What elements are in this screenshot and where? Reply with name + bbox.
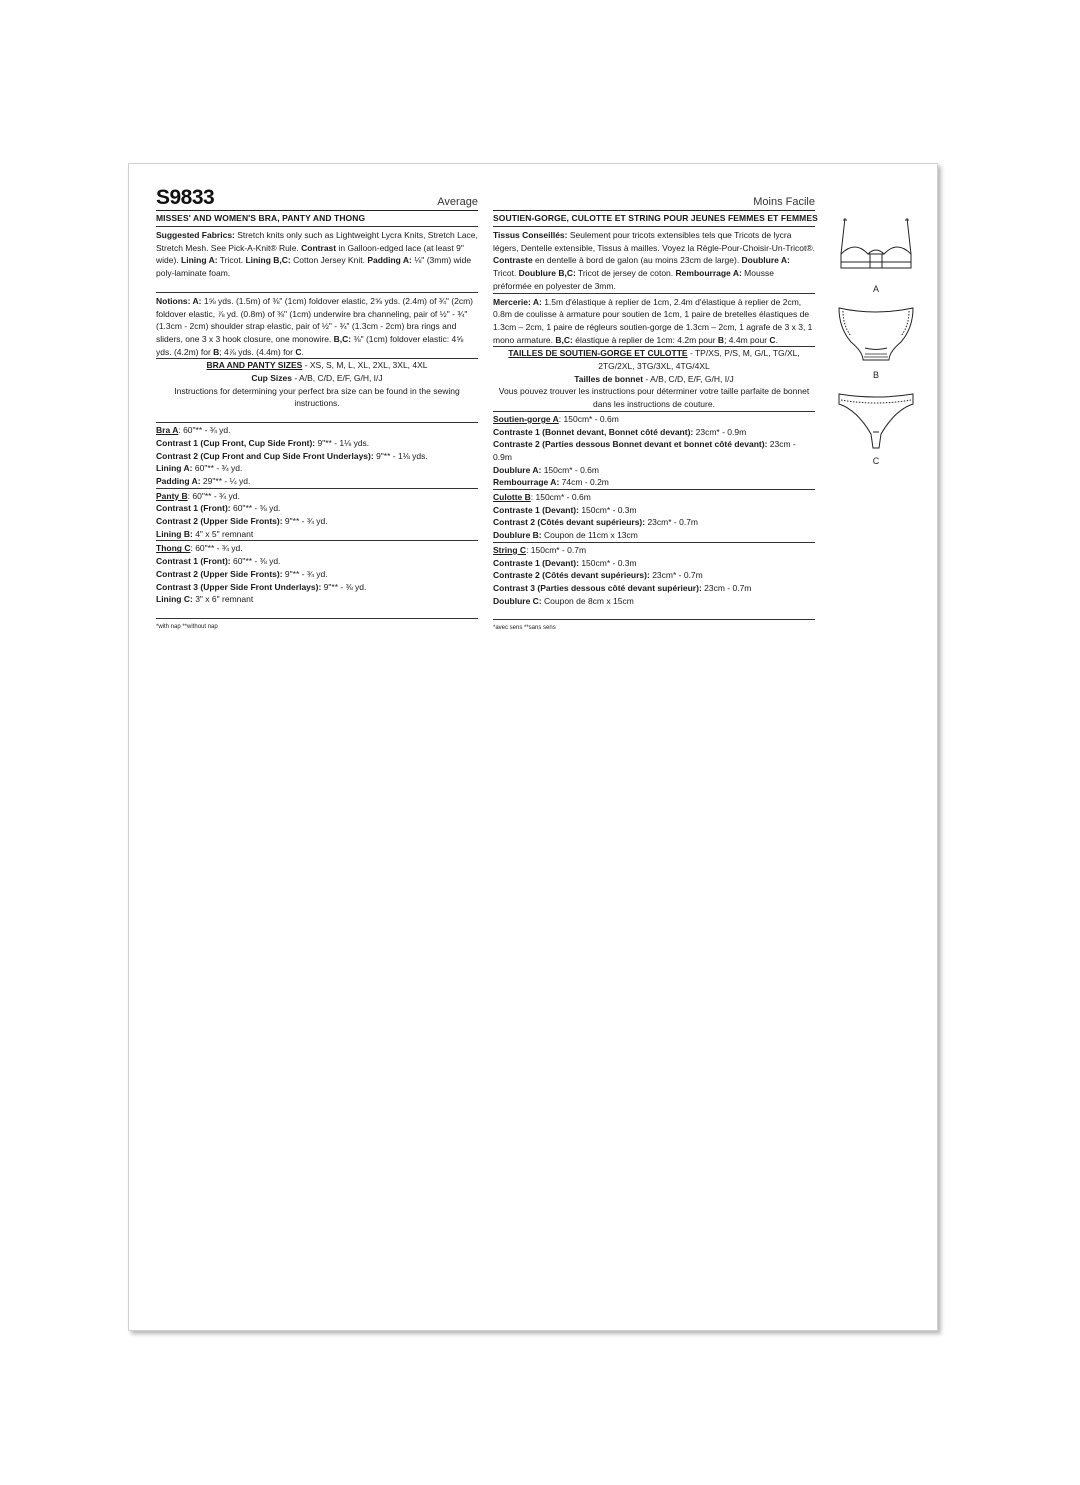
yardage-row bbox=[156, 475, 478, 488]
yardage-label: Contrast 2 (Upper Side Fronts): bbox=[156, 516, 283, 527]
cup-heading: Cup Sizes bbox=[251, 373, 292, 384]
yardage-row bbox=[156, 528, 478, 541]
yardage-value: 9"** - 1⅛ yds. bbox=[315, 437, 370, 448]
label-a: A bbox=[872, 284, 879, 294]
yardage-value: 23cm - 0.9m bbox=[493, 439, 796, 462]
body-en bbox=[156, 226, 478, 634]
yardage-value: Coupon de 11cm x 13cm bbox=[541, 530, 638, 541]
yardage-row bbox=[156, 555, 478, 568]
term-text: Stretch knits only such as Lightweight Lycra Knits, Stretch Lace, Stretch Mesh. See Pick-A-Knit® Rule. bbox=[156, 230, 478, 253]
yardage-label: Contraste 1 (Bonnet devant, Bonnet côté devant): bbox=[493, 426, 694, 437]
yardage-value: 23cm* - 0.7m bbox=[649, 570, 703, 581]
sizes-values: - TP/XS, P/S, M, G/L, TG/XL, 2TG/2XL, 3TG/3XL, 4TG/4XL bbox=[598, 348, 800, 372]
yardage-value: : 60"** - ¾ yd. bbox=[178, 425, 231, 436]
title-fr: SOUTIEN-GORGE, CULOTTE ET STRING POUR JEUNES FEMMES ET FEMMES bbox=[493, 213, 818, 223]
term-text: . bbox=[775, 334, 778, 345]
label-b: B bbox=[872, 370, 879, 380]
yardage-panty-en bbox=[156, 490, 478, 541]
yardage-row bbox=[156, 462, 478, 475]
yardage-value: 4" x 5" remnant bbox=[192, 528, 254, 539]
divider bbox=[493, 489, 815, 490]
yardage-label: Contrast 1 (Cup Front, Cup Side Front): bbox=[156, 437, 316, 448]
yardage-row bbox=[156, 490, 478, 503]
yardage-label: Padding A: bbox=[156, 475, 201, 486]
yardage-value: 23cm* - 0.9m bbox=[693, 426, 747, 437]
yardage-value: 150cm* - 0.3m bbox=[578, 504, 637, 515]
yardage-value: : 150cm* - 0.7m bbox=[526, 544, 587, 555]
yardage-value: 74cm - 0.2m bbox=[559, 477, 609, 488]
yardage-row bbox=[493, 595, 815, 608]
term-text: en dentelle à bord de galon (au moins 23cm de large). bbox=[532, 255, 742, 266]
divider bbox=[156, 292, 478, 293]
yardage-row bbox=[156, 424, 478, 437]
yardage-row bbox=[493, 529, 815, 542]
term-text: 1⅝ yds. (1.5m) of ⅜" (1cm) foldover elastic, 2⅝ yds. (2.4m) of ¾" (2cm) foldover elastic, ⅞ yd. (0.8m) of ⅜" (1cm) underwire bra channeling, pair of ½" - ¾" (1.3cm - 2cm) shoulder strap elastic, pair of ½" - ¾" (1.3cm - 2cm) bra rings and sliders, one 3 x 3 hook closure, one monowire. bbox=[156, 295, 473, 344]
yardage-value: Coupon de 8cm x 15cm bbox=[541, 595, 634, 606]
label-c: C bbox=[872, 456, 880, 466]
sizes-heading: TAILLES DE SOUTIEN-GORGE ET CULOTTE bbox=[508, 348, 688, 359]
term-text: ; 4⅞ yds. (4.4m) for bbox=[219, 346, 296, 357]
size-note: Instructions for determining your perfect bra size can be found in the sewing instructions. bbox=[174, 385, 460, 409]
term-text: ; 4.4m pour bbox=[724, 334, 770, 345]
bold-term: Rembourrage A: bbox=[675, 268, 742, 279]
yardage-label: Lining A: bbox=[156, 463, 193, 474]
bold-term: Lining A: bbox=[181, 255, 218, 266]
yardage-value: 29"** - ¼ yd. bbox=[200, 475, 251, 486]
term-text: ⅜" (1cm) foldover elastic: 4⅝ yds. (4.2m) for bbox=[156, 333, 464, 357]
fabrics-fr bbox=[493, 229, 815, 293]
yardage-row bbox=[493, 582, 815, 595]
yardage-row bbox=[493, 557, 815, 570]
bold-term: Contraste bbox=[493, 255, 533, 266]
bold-term: C bbox=[295, 346, 302, 357]
yardage-row bbox=[493, 413, 815, 426]
yardage-value: 9"** - ¾ yd. bbox=[282, 516, 328, 527]
difficulty-fr: Moins Facile bbox=[753, 196, 815, 208]
yardage-value: : 60"** - ¾ yd. bbox=[190, 543, 243, 554]
yardage-label: Contraste 1 (Devant): bbox=[493, 504, 579, 515]
body-fr bbox=[493, 226, 815, 635]
divider bbox=[156, 618, 478, 619]
divider bbox=[156, 226, 478, 227]
yardage-label: Doublure C: bbox=[493, 595, 542, 606]
yardage-row bbox=[156, 581, 478, 594]
yardage-value: 3" x 6" remnant bbox=[192, 594, 254, 605]
difficulty-en: Average bbox=[437, 196, 478, 208]
yardage-value: 60"** - ⅜ yd. bbox=[230, 556, 281, 567]
sizes-fr bbox=[493, 347, 815, 411]
notions-en bbox=[156, 295, 478, 359]
yardage-label: Contrast 2 (Cup Front and Cup Side Front Underlays): bbox=[156, 450, 374, 461]
divider bbox=[493, 210, 815, 211]
bold-term: B,C: bbox=[333, 333, 352, 344]
yardage-label: Contraste 1 (Devant): bbox=[493, 557, 579, 568]
yardage-row bbox=[493, 426, 815, 439]
yardage-value: : 60"** - ¾ yd. bbox=[187, 490, 240, 501]
yardage-row bbox=[156, 568, 478, 581]
yardage-label: Lining B: bbox=[156, 528, 193, 539]
footnote-fr: *avec sens **sans sens bbox=[493, 625, 556, 632]
yardage-panty-fr bbox=[493, 491, 815, 542]
pattern-envelope-back bbox=[128, 163, 938, 1331]
bold-term: B bbox=[717, 334, 725, 345]
yardage-row bbox=[156, 437, 478, 450]
yardage-row bbox=[156, 450, 478, 463]
term-text: . bbox=[301, 346, 304, 357]
yardage-label: Thong C bbox=[156, 543, 191, 554]
yardage-row bbox=[156, 502, 478, 515]
yardage-label: Bra A bbox=[156, 425, 179, 436]
cup-heading: Tailles de bonnet bbox=[574, 373, 644, 384]
yardage-label: Contrast 3 (Parties dessous côté devant supérieur): bbox=[493, 582, 702, 593]
bold-term: B,C: bbox=[555, 334, 573, 345]
yardage-value: 60"** - ⅜ yd. bbox=[230, 503, 281, 514]
yardage-value: : 150cm* - 0.6m bbox=[530, 492, 591, 503]
footnote-en: *with nap **without nap bbox=[156, 623, 218, 630]
divider bbox=[156, 422, 478, 423]
bold-term: Tissus Conseillés: bbox=[493, 230, 568, 240]
bold-term: Suggested Fabrics: bbox=[156, 230, 235, 240]
garment-illustrations bbox=[835, 216, 917, 466]
yardage-label: Contraste 2 (Parties dessous Bonnet devant et bonnet côté devant): bbox=[493, 439, 768, 450]
yardage-label: Soutien-gorge A bbox=[493, 413, 559, 424]
bra-icon bbox=[835, 216, 917, 278]
bold-term: Padding A: bbox=[367, 255, 412, 266]
yardage-row bbox=[493, 491, 815, 504]
yardage-label: Doublure B: bbox=[493, 530, 542, 541]
yardage-row bbox=[156, 593, 478, 606]
yardage-value: 23cm - 0.7m bbox=[701, 582, 752, 593]
bold-term: Doublure B,C: bbox=[518, 268, 576, 279]
yardage-label: Doublure A: bbox=[493, 464, 542, 475]
yardage-label: Culotte B bbox=[493, 492, 531, 503]
yardage-row bbox=[493, 476, 815, 489]
yardage-row bbox=[493, 438, 815, 463]
term-text: Tricot de jersey de coton. bbox=[575, 268, 676, 279]
yardage-label: Contrast 3 (Upper Side Front Underlays): bbox=[156, 581, 322, 592]
divider bbox=[493, 226, 815, 227]
yardage-label: Contrast 1 (Front): bbox=[156, 503, 231, 514]
divider bbox=[156, 540, 478, 541]
sizes-values: - XS, S, M, L, XL, 2XL, 3XL, 4XL bbox=[302, 360, 428, 371]
divider bbox=[156, 210, 478, 211]
cup-values: - A/B, C/D, E/F, G/H, I/J bbox=[643, 373, 734, 384]
term-text: Tricot. bbox=[217, 255, 246, 266]
yardage-row bbox=[493, 569, 815, 582]
term-text: Cotton Jersey Knit. bbox=[290, 255, 368, 266]
yardage-value: 9"** - ⅜ yd. bbox=[321, 581, 367, 592]
yardage-row bbox=[493, 544, 815, 557]
pattern-number: S9833 bbox=[156, 186, 215, 209]
yardage-row bbox=[156, 515, 478, 528]
bold-term: C bbox=[769, 334, 776, 345]
divider bbox=[156, 488, 478, 489]
divider bbox=[493, 542, 815, 543]
yardage-label: Contraste 2 (Côtés devant supérieurs): bbox=[493, 570, 650, 581]
yardage-label: Contrast 2 (Côtés devant supérieurs): bbox=[493, 517, 646, 528]
yardage-label: Lining C: bbox=[156, 594, 193, 605]
yardage-bra-fr bbox=[493, 413, 815, 489]
yardage-label: Panty B bbox=[156, 490, 188, 501]
term-text: ⅛" (3mm) wide poly-laminate foam. bbox=[156, 255, 472, 279]
yardage-bra-en bbox=[156, 424, 478, 488]
panty-icon bbox=[835, 302, 917, 364]
yardage-label: Contrast 2 (Upper Side Fronts): bbox=[156, 568, 283, 579]
yardage-row bbox=[493, 504, 815, 517]
bold-term: B bbox=[213, 346, 220, 357]
term-text: in Galloon-edged lace (at least 9" wide). bbox=[156, 242, 464, 266]
yardage-row bbox=[493, 464, 815, 477]
divider bbox=[493, 293, 815, 294]
fabrics-en bbox=[156, 229, 478, 280]
bold-term: Contrast bbox=[301, 242, 337, 253]
yardage-row bbox=[493, 516, 815, 529]
yardage-thong-en bbox=[156, 542, 478, 606]
title-en: MISSES' AND WOMEN'S BRA, PANTY AND THONG bbox=[156, 213, 366, 223]
yardage-label: String C bbox=[493, 544, 527, 555]
term-text: Seulement pour tricots extensibles tels que Tricots de lycra légers, Dentelle extensible, Tissus à mailles. Voyez la Règle-Pour-Choisir-Un-Tricot®. bbox=[493, 230, 815, 253]
term-text: Mousse préformée en polyester de 3mm. bbox=[493, 268, 774, 291]
bold-term: Lining B,C: bbox=[245, 255, 291, 266]
divider bbox=[493, 411, 815, 412]
yardage-value: 9"** - ¾ yd. bbox=[282, 568, 328, 579]
yardage-value: 150cm* - 0.3m bbox=[578, 557, 637, 568]
notions-fr bbox=[493, 296, 815, 347]
sizes-en bbox=[156, 359, 478, 410]
yardage-value: 23cm* - 0.7m bbox=[645, 517, 698, 528]
bold-term: Mercerie: A: bbox=[493, 296, 542, 307]
yardage-value: 150cm* - 0.6m bbox=[541, 464, 599, 475]
term-text: Tricot. bbox=[493, 268, 519, 279]
yardage-label: Rembourrage A: bbox=[493, 477, 560, 488]
sizes-heading: BRA AND PANTY SIZES bbox=[206, 360, 303, 371]
size-note: Vous pouvez trouver les instructions pour déterminer votre taille parfaite de bonnet dans les instructions de couture. bbox=[498, 386, 810, 410]
term-text: élastique à replier de 1cm: 4.2m pour bbox=[572, 334, 718, 345]
yardage-value: 9"** - 1⅛ yds. bbox=[373, 450, 428, 461]
term-text: 1.5m d'élastique à replier de 1cm, 2.4m d'élastique à replier de 2cm, 0.8m de coulisse à armature pour soutien de 1cm, 1 paire de bretelles élastiques de 1.3cm – 2cm, 1 paire de régleurs soutien-gorge de 1.3cm – 2cm, 1 agrafe de 3 x 3, 1 mono armature. bbox=[493, 296, 813, 345]
thong-icon bbox=[835, 388, 917, 450]
yardage-value: : 150cm* - 0.6m bbox=[558, 413, 619, 424]
divider bbox=[493, 619, 815, 620]
yardage-row bbox=[156, 542, 478, 555]
bold-term: Doublure A: bbox=[741, 255, 790, 266]
yardage-label: Contrast 1 (Front): bbox=[156, 556, 231, 567]
bold-term: Notions: A: bbox=[156, 295, 202, 306]
yardage-thong-fr bbox=[493, 544, 815, 608]
cup-values: - A/B, C/D, E/F, G/H, I/J bbox=[291, 373, 383, 384]
yardage-value: 60"** - ¾ yd. bbox=[192, 463, 243, 474]
